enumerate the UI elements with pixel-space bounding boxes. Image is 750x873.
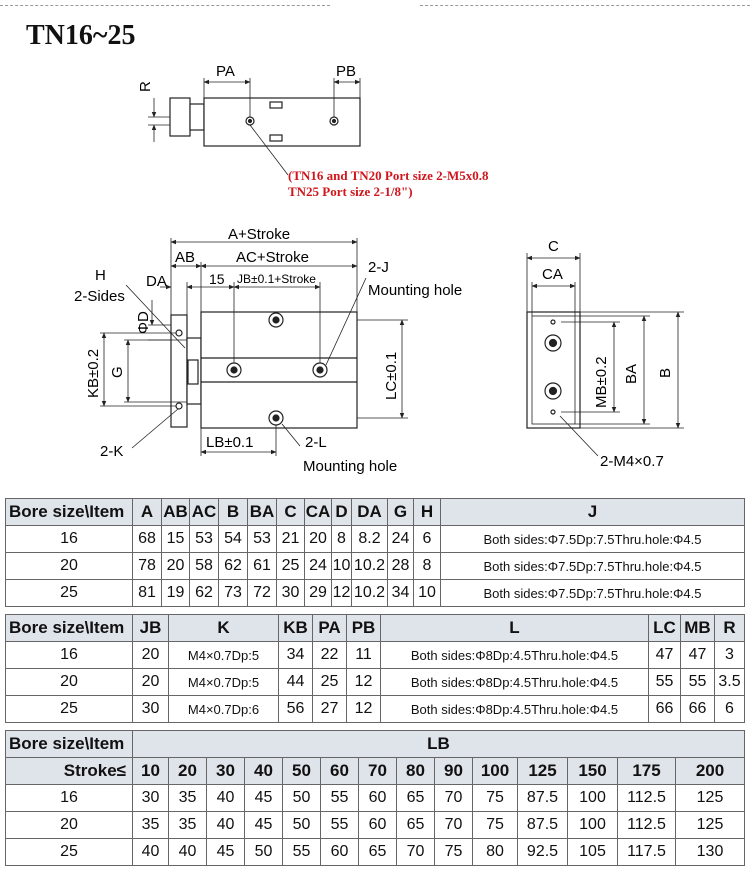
table-cell: 35 — [169, 812, 207, 839]
table-cell: 125 — [676, 812, 745, 839]
stroke-header: 90 — [435, 758, 473, 785]
label-g: G — [109, 366, 126, 378]
column-header: KB — [279, 615, 313, 642]
label-pa: PA — [216, 63, 235, 80]
table-cell: 75 — [473, 785, 518, 812]
table-cell: 29 — [305, 580, 332, 607]
table-cell: M4×0.7Dp:5 — [169, 669, 279, 696]
label-2-j: 2-J — [368, 259, 389, 276]
lb-header: LB — [133, 731, 745, 758]
table-cell: 28 — [388, 553, 414, 580]
label-15: 15 — [209, 271, 225, 287]
table-cell: 12 — [347, 669, 381, 696]
table-cell: 87.5 — [518, 785, 568, 812]
column-header: CA — [305, 499, 332, 526]
stroke-header: 80 — [397, 758, 435, 785]
table-cell: 12 — [332, 580, 352, 607]
table-cell: 30 — [133, 696, 169, 723]
label-b: B — [657, 367, 674, 378]
table-cell: 8.2 — [352, 526, 388, 553]
table-cell: 55 — [321, 812, 359, 839]
column-header: PB — [347, 615, 381, 642]
label-kb: KB±0.2 — [85, 348, 102, 398]
table-cell: 6 — [715, 696, 745, 723]
table-cell: 8 — [332, 526, 352, 553]
spec-table-2 — [5, 614, 745, 723]
table-cell: 3.5 — [715, 669, 745, 696]
table-cell: 60 — [321, 839, 359, 866]
stroke-header: 70 — [359, 758, 397, 785]
label-ca: CA — [542, 266, 563, 283]
table-cell: 10.2 — [352, 553, 388, 580]
table-cell: 35 — [169, 785, 207, 812]
stroke-header: 200 — [676, 758, 745, 785]
table-header-row — [6, 615, 745, 642]
column-header: MB — [681, 615, 715, 642]
table-row — [6, 669, 745, 696]
table-cell: 20 — [305, 526, 332, 553]
table-cell: 10.2 — [352, 580, 388, 607]
table-cell: 45 — [245, 812, 283, 839]
table-cell: 55 — [649, 669, 681, 696]
table-cell: Both sides:Φ8Dp:4.5Thru.hole:Φ4.5 — [381, 669, 649, 696]
stroke-header: 175 — [618, 758, 676, 785]
side-view-drawing — [527, 253, 684, 456]
table-cell: 25 — [6, 580, 133, 607]
table-cell: 92.5 — [518, 839, 568, 866]
column-header: JB — [133, 615, 169, 642]
label-h: H — [95, 267, 106, 284]
column-header: L — [381, 615, 649, 642]
label-mounting-hole-top: Mounting hole — [368, 282, 463, 299]
table-cell: 16 — [6, 526, 133, 553]
table-cell: 10 — [414, 580, 441, 607]
stroke-header: 50 — [283, 758, 321, 785]
label-2-k: 2-K — [100, 443, 124, 460]
table-cell: 100 — [568, 785, 618, 812]
table-cell: 56 — [279, 696, 313, 723]
table-cell: 8 — [414, 553, 441, 580]
column-header: BA — [248, 499, 277, 526]
table-cell: 75 — [473, 812, 518, 839]
table-row — [6, 553, 745, 580]
table-cell: 78 — [133, 553, 162, 580]
label-da: DA — [146, 273, 167, 290]
spec-table-1 — [5, 498, 745, 607]
table-cell: 66 — [681, 696, 715, 723]
table-cell: 125 — [676, 785, 745, 812]
table-cell: 11 — [347, 642, 381, 669]
table-cell: Both sides:Φ7.5Dp:7.5Thru.hole:Φ4.5 — [441, 553, 745, 580]
table-cell: 35 — [133, 812, 169, 839]
table-cell: 34 — [388, 580, 414, 607]
table-cell: 73 — [219, 580, 248, 607]
table-cell: 100 — [568, 812, 618, 839]
table-cell: 30 — [277, 580, 305, 607]
table-cell: 20 — [6, 669, 133, 696]
column-header: LC — [649, 615, 681, 642]
column-header: B — [219, 499, 248, 526]
label-lb: LB±0.1 — [206, 434, 254, 451]
column-header: D — [332, 499, 352, 526]
table-cell: 55 — [681, 669, 715, 696]
column-header: J — [441, 499, 745, 526]
table-cell: 62 — [190, 580, 219, 607]
table-cell: 27 — [313, 696, 347, 723]
stroke-row — [6, 758, 745, 785]
table-row — [6, 696, 745, 723]
table-cell: 22 — [313, 642, 347, 669]
column-header: A — [133, 499, 162, 526]
table-cell: 70 — [435, 785, 473, 812]
stroke-header: 30 — [207, 758, 245, 785]
column-header: Bore size\Item — [6, 615, 133, 642]
table-cell: 70 — [435, 812, 473, 839]
table-cell: 40 — [133, 839, 169, 866]
table-row — [6, 812, 745, 839]
table-row — [6, 526, 745, 553]
label-c: C — [548, 238, 559, 255]
table-cell: 30 — [133, 785, 169, 812]
table-cell: 25 — [6, 696, 133, 723]
table-cell: 21 — [277, 526, 305, 553]
label-ac-stroke: AC+Stroke — [236, 249, 309, 266]
label-phi-d: ΦD — [135, 311, 152, 334]
table-cell: 53 — [190, 526, 219, 553]
column-header: DA — [352, 499, 388, 526]
table-cell: 34 — [279, 642, 313, 669]
column-header: R — [715, 615, 745, 642]
table-cell: 24 — [388, 526, 414, 553]
table-cell: Both sides:Φ7.5Dp:7.5Thru.hole:Φ4.5 — [441, 580, 745, 607]
table-cell: 45 — [245, 785, 283, 812]
column-header: Bore size\Item — [6, 499, 133, 526]
table-cell: 72 — [248, 580, 277, 607]
front-view-drawing — [100, 238, 408, 456]
table-cell: 47 — [649, 642, 681, 669]
label-2-l: 2-L — [305, 434, 327, 451]
table-cell: M4×0.7Dp:6 — [169, 696, 279, 723]
table-cell: 117.5 — [618, 839, 676, 866]
table-cell: 55 — [283, 839, 321, 866]
table-cell: 62 — [219, 553, 248, 580]
table-cell: 47 — [681, 642, 715, 669]
table-cell: 20 — [133, 669, 169, 696]
table-cell: 40 — [169, 839, 207, 866]
stroke-header: 125 — [518, 758, 568, 785]
table-cell: 20 — [162, 553, 190, 580]
table-cell: 70 — [397, 839, 435, 866]
table-cell: 75 — [435, 839, 473, 866]
table-cell: 130 — [676, 839, 745, 866]
stroke-header: 20 — [169, 758, 207, 785]
column-header: AB — [162, 499, 190, 526]
table-cell: 25 — [6, 839, 133, 866]
table-cell: 53 — [248, 526, 277, 553]
port-size-note-line-2: TN25 Port size 2-1/8") — [288, 184, 413, 199]
table-cell: Both sides:Φ8Dp:4.5Thru.hole:Φ4.5 — [381, 642, 649, 669]
label-pb: PB — [336, 63, 357, 80]
table-row — [6, 839, 745, 866]
column-header: C — [277, 499, 305, 526]
table-cell: 80 — [473, 839, 518, 866]
table-cell: 40 — [207, 785, 245, 812]
stroke-header: 10 — [133, 758, 169, 785]
label-lc: LC±0.1 — [383, 351, 400, 400]
table-cell: 65 — [397, 812, 435, 839]
table-cell: 66 — [649, 696, 681, 723]
table-cell: 112.5 — [618, 785, 676, 812]
label-2-sides: 2-Sides — [74, 288, 125, 305]
table-row — [6, 642, 745, 669]
label-a-stroke: A+Stroke — [228, 226, 291, 243]
label-mb: MB±0.2 — [593, 356, 610, 408]
table-cell: 87.5 — [518, 812, 568, 839]
stroke-header: 100 — [473, 758, 518, 785]
stroke-header: 40 — [245, 758, 283, 785]
label-mounting-hole-bottom: Mounting hole — [303, 458, 398, 475]
table-cell: 20 — [6, 553, 133, 580]
table-cell: 61 — [248, 553, 277, 580]
table-header-row — [6, 731, 745, 758]
page-title: TN16~25 — [26, 20, 136, 51]
column-header: AC — [190, 499, 219, 526]
table-cell: 68 — [133, 526, 162, 553]
table-cell: 24 — [305, 553, 332, 580]
table-cell: 10 — [332, 553, 352, 580]
table-cell: 15 — [162, 526, 190, 553]
spec-table-3 — [5, 730, 745, 866]
table-cell: 19 — [162, 580, 190, 607]
label-r: R — [137, 81, 154, 92]
table-cell: 20 — [6, 812, 133, 839]
column-header: H — [414, 499, 441, 526]
table-cell: 45 — [207, 839, 245, 866]
label-ba: BA — [623, 363, 640, 384]
column-header: PA — [313, 615, 347, 642]
table-cell: 50 — [283, 785, 321, 812]
table-cell: 81 — [133, 580, 162, 607]
column-header: Bore size\Item — [6, 731, 133, 758]
column-header: K — [169, 615, 279, 642]
table-cell: 50 — [283, 812, 321, 839]
table-cell: 3 — [715, 642, 745, 669]
table-cell: 54 — [219, 526, 248, 553]
table-cell: 105 — [568, 839, 618, 866]
table-row — [6, 785, 745, 812]
table-cell: 55 — [321, 785, 359, 812]
top-view-drawing — [148, 78, 360, 175]
table-cell: 16 — [6, 785, 133, 812]
stroke-header: 150 — [568, 758, 618, 785]
table-cell: 6 — [414, 526, 441, 553]
table-cell: Both sides:Φ8Dp:4.5Thru.hole:Φ4.5 — [381, 696, 649, 723]
table-cell: 50 — [245, 839, 283, 866]
table-cell: 44 — [279, 669, 313, 696]
table-cell: 60 — [359, 785, 397, 812]
table-cell: 20 — [133, 642, 169, 669]
table-cell: Both sides:Φ7.5Dp:7.5Thru.hole:Φ4.5 — [441, 526, 745, 553]
stroke-label: Stroke≤ — [6, 758, 133, 785]
stroke-header: 60 — [321, 758, 359, 785]
table-cell: 16 — [6, 642, 133, 669]
table-cell: M4×0.7Dp:5 — [169, 642, 279, 669]
table-cell: 12 — [347, 696, 381, 723]
table-cell: 65 — [359, 839, 397, 866]
table-row — [6, 580, 745, 607]
table-cell: 40 — [207, 812, 245, 839]
column-header: G — [388, 499, 414, 526]
label-jb-stroke: JB±0.1+Stroke — [237, 272, 316, 286]
table-cell: 25 — [313, 669, 347, 696]
table-cell: 25 — [277, 553, 305, 580]
table-header-row — [6, 499, 745, 526]
label-ab: AB — [175, 249, 196, 266]
table-cell: 58 — [190, 553, 219, 580]
table-cell: 65 — [397, 785, 435, 812]
table-cell: 112.5 — [618, 812, 676, 839]
label-2-m4: 2-M4×0.7 — [600, 453, 664, 470]
port-size-note-line-1: (TN16 and TN20 Port size 2-M5x0.8 — [288, 168, 489, 183]
table-cell: 60 — [359, 812, 397, 839]
